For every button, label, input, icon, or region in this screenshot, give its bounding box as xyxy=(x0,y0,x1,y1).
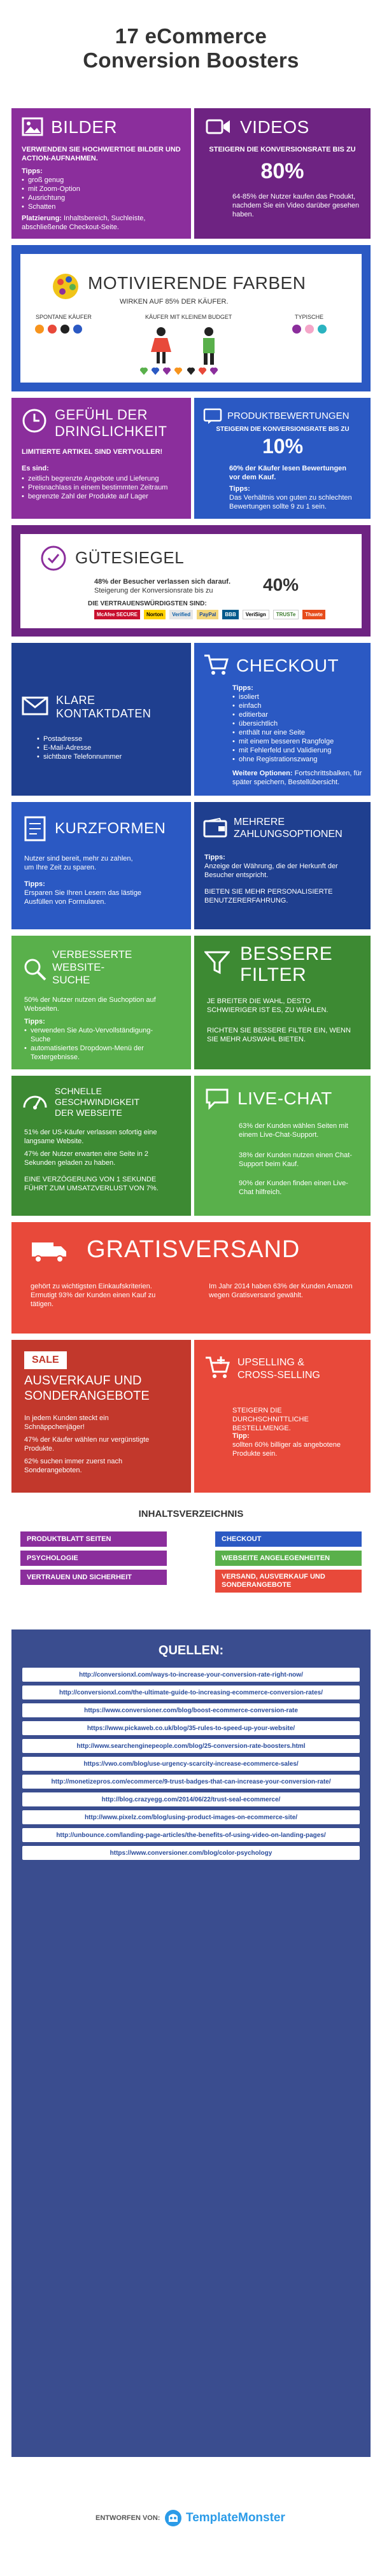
livechat-stat2: 38% der Kunden nutzen einen Chat-Support beim Kauf. xyxy=(239,1151,352,1168)
list-item: • mit Zoom-Option xyxy=(22,185,80,194)
videos-intro: STEIGERN DIE KONVERSIONSRATE BIS ZU xyxy=(209,146,356,153)
title-line-2: Conversion Boosters xyxy=(83,48,299,72)
list-item: • groß genug xyxy=(22,176,80,185)
bilder-placement xyxy=(22,214,184,232)
list-item: • einfach xyxy=(232,701,363,710)
cart-icon xyxy=(203,653,229,676)
list-item: • mit einem besseren Rangfolge xyxy=(232,737,363,746)
guetesiegel-stat2: Steigerung der Konversionsrate bis zu xyxy=(94,587,213,595)
versand-text-left: gehört zu wichtigsten Einkaufskriterien. Ermutigt 93% der Kunden einen Kauf zu tätigen. xyxy=(31,1283,156,1308)
search-icon xyxy=(23,957,47,982)
upselling-title xyxy=(237,1356,320,1382)
footer-label: ENTWORFEN VON: xyxy=(96,2514,160,2522)
guetesiegel-title: GÜTESIEGEL xyxy=(75,548,185,567)
filter-text2: RICHTEN SIE BESSERE FILTER EIN, WENN SIE MEHR AUSWAHL BIETEN. xyxy=(207,1027,351,1043)
seal-badge: TRUSTe xyxy=(273,610,299,619)
seal-badge: BBB xyxy=(222,610,238,619)
seal-icon xyxy=(39,544,67,572)
zahlung-extra: BIETEN SIE MEHR PERSONALISIERTE BENUTZERERFAHRUNG. xyxy=(204,888,333,904)
dringlichkeit-title-1: GEFÜHL DER xyxy=(55,407,148,423)
bewertungen-intro: STEIGERN DIE KONVERSIONSRATE BIS ZU xyxy=(216,426,350,433)
upselling-tips: sollten 60% billiger als angebotene Produkte sein. xyxy=(232,1441,341,1458)
bewertungen-title: PRODUKTBEWERTUNGEN xyxy=(227,411,350,421)
upselling-tips-label: Tipp: xyxy=(232,1432,250,1440)
source-link[interactable]: http://conversionxl.com/ways-to-increase-your-conversion-rate-right-now/ xyxy=(22,1668,360,1682)
section-farben xyxy=(11,245,371,391)
zahlung-title-1: MEHRERE xyxy=(234,817,285,827)
truck-icon xyxy=(31,1240,69,1263)
geschwindigkeit-stat3: EINE VERZÖGERUNG VON 1 SEKUNDE FÜHRT ZUM UMSATZVERLUST VON 7%. xyxy=(24,1176,159,1192)
filter-title-1: BESSERE xyxy=(240,943,333,964)
livechat-stat1: 63% der Kunden wählen Seiten mit einem Live-Chat-Support. xyxy=(239,1122,348,1139)
footer xyxy=(0,2495,382,2546)
geschwindigkeit-title xyxy=(55,1086,139,1118)
section-geschwindigkeit xyxy=(11,1076,191,1216)
footer-brand[interactable]: TemplateMonster xyxy=(186,2511,285,2524)
section-suche xyxy=(11,936,191,1069)
bilder-placement-label: Platzierung: xyxy=(22,215,62,222)
checkout-options-text: Fortschrittsbalken, für später speichern, Bestellübersicht. xyxy=(232,770,362,786)
section-upselling xyxy=(194,1340,371,1493)
kurzformen-intro: Nutzer sind bereit, mehr zu zahlen, um Ihre Zeit zu sparen. xyxy=(24,855,133,871)
review-icon xyxy=(203,408,222,425)
versand-text-right: Im Jahr 2014 haben 63% der Kunden Amazon wegen Gratisversand gewählt. xyxy=(209,1283,353,1299)
list-item: • isoliert xyxy=(232,693,363,701)
list-item: • mit Fehlerfeld und Validierung xyxy=(232,746,363,755)
source-link[interactable]: https://www.conversioner.com/blog/color-psychology xyxy=(22,1846,360,1860)
source-link[interactable]: http://www.pixelz.com/blog/using-product-images-on-ecommerce-site/ xyxy=(22,1810,360,1824)
section-versand xyxy=(11,1222,371,1334)
videos-title: VIDEOS xyxy=(240,117,309,137)
heart-icons-budget xyxy=(139,366,234,376)
bewertungen-percent: 10% xyxy=(262,435,304,458)
color-dots-spontaneous xyxy=(34,324,92,334)
chat-icon xyxy=(204,1087,230,1110)
suche-title-3: SUCHE xyxy=(52,974,90,986)
sale-title-1: AUSVERKAUF UND xyxy=(24,1374,142,1388)
section-sale xyxy=(11,1340,191,1493)
versand-title: GRATISVERSAND xyxy=(87,1236,301,1263)
source-link[interactable]: http://www.searchenginepeople.com/blog/25-conversion-rate-boosters.html xyxy=(22,1739,360,1753)
section-checkout xyxy=(194,643,371,796)
source-link[interactable]: https://vwo.com/blog/use-urgency-scarcity-increase-ecommerce-sales/ xyxy=(22,1757,360,1771)
zahlung-title-2: ZAHLUNGSOPTIONEN xyxy=(234,829,343,840)
toc-item-versand[interactable]: VERSAND, AUSVERKAUF UND SONDERANGEBOTE xyxy=(215,1570,362,1593)
guetesiegel-trust-title: DIE VERTRAUENSWÜRDIGSTEN SIND: xyxy=(88,600,207,607)
dringlichkeit-intro: LIMITIERTE ARTIKEL SIND VERTVOLLER! xyxy=(22,448,163,456)
source-link[interactable]: http://blog.crazyegg.com/2014/06/22/trust-seal-ecommerce/ xyxy=(22,1792,360,1806)
list-item: • zeitlich begrenzte Angebote und Lieferung xyxy=(22,474,181,483)
source-link[interactable]: http://conversionxl.com/the-ultimate-guide-to-increasing-ecommerce-conversion-rates/ xyxy=(22,1686,360,1700)
toc-item-checkout[interactable]: CHECKOUT xyxy=(215,1531,362,1547)
cart-plus-icon xyxy=(204,1355,231,1379)
toc-item-psychologie[interactable]: PSYCHOLOGIE xyxy=(20,1551,167,1566)
wallet-icon xyxy=(203,817,227,838)
geschwindigkeit-stat1: 51% der US-Käufer verlassen sofortig eine langsame Website. xyxy=(24,1129,157,1145)
list-item: • editierbar xyxy=(232,710,363,719)
sale-text2: 47% der Käufer wählen nur vergünstigte Produkte. xyxy=(24,1436,150,1453)
form-icon xyxy=(24,816,46,841)
image-icon xyxy=(22,117,43,136)
source-link[interactable]: https://www.conversioner.com/blog/boost-ecommerce-conversion-rate xyxy=(22,1703,360,1717)
farben-title: MOTIVIERENDE FARBEN xyxy=(88,273,306,293)
livechat-title: LIVE-CHAT xyxy=(237,1088,332,1108)
sale-text1: In jedem Kunden steckt ein Schnäppchenjäger! xyxy=(24,1414,109,1431)
suche-title xyxy=(52,948,132,987)
guetesiegel-percent: 40% xyxy=(263,575,299,595)
list-item: • Preisnachlass in einem bestimmten Zeitraum xyxy=(22,483,181,492)
filter-title xyxy=(240,943,332,985)
geschwindigkeit-title-2: GESCHWINDIGKEIT xyxy=(55,1097,140,1107)
toc-item-webseite[interactable]: WEBSEITE ANGELEGENHEITEN xyxy=(215,1551,362,1566)
list-item: • übersichtlich xyxy=(232,719,363,728)
title-line-1: 17 eCommerce xyxy=(115,24,267,48)
list-item: • Postadresse xyxy=(37,735,122,743)
upselling-title-1: UPSELLING & xyxy=(237,1357,304,1368)
sale-text3: 62% suchen immer zuerst nach Sonderangeboten. xyxy=(24,1458,123,1474)
list-item: • E-Mail-Adresse xyxy=(37,743,122,752)
checkout-options-label: Weitere Optionen: xyxy=(232,770,293,777)
geschwindigkeit-title-3: DER WEBSEITE xyxy=(55,1108,122,1118)
templatemonster-logo-icon xyxy=(164,2509,182,2527)
section-bewertungen xyxy=(194,398,371,519)
seal-badge: McAfee SECURE xyxy=(94,610,140,619)
section-filter xyxy=(194,936,371,1069)
color-dots-typical xyxy=(292,324,349,334)
dringlichkeit-list xyxy=(22,474,181,501)
sale-title-2: SONDERANGEBOTE xyxy=(24,1389,150,1403)
seal-badge: Verified xyxy=(169,610,193,619)
toc-title: INHALTSVERZEICHNIS xyxy=(138,1509,244,1519)
list-item: • verwenden Sie Auto-Vervollständigung-Suche xyxy=(24,1026,171,1044)
checkout-title: CHECKOUT xyxy=(236,656,339,675)
farben-group-2: KÄUFER MIT KLEINEM BUDGET xyxy=(145,314,232,320)
suche-title-1: VERBESSERTE xyxy=(52,948,132,961)
clock-icon xyxy=(22,408,47,433)
upselling-text1: STEIGERN DIE DURCHSCHNITTLICHE BESTELLMENGE. xyxy=(232,1407,309,1432)
zahlung-tips: Anzeige der Währung, die der Herkunft der Besucher entspricht. xyxy=(204,862,338,879)
farben-group-1: SPONTANE KÄUFER xyxy=(36,314,92,320)
bilder-tips-label: Tipps: xyxy=(22,167,43,175)
checkout-tips-list xyxy=(232,693,363,764)
filter-icon xyxy=(204,950,230,975)
geschwindigkeit-title-1: SCHNELLE xyxy=(55,1086,102,1096)
kontakt-list xyxy=(37,735,122,761)
farben-group-3: TYPISCHE xyxy=(295,314,324,320)
videos-percent: 80% xyxy=(260,159,304,183)
list-item: • begrenzte Zahl der Produkte auf Lager xyxy=(22,492,181,501)
checkout-options xyxy=(232,769,366,787)
header xyxy=(0,0,382,89)
list-item: • sichtbare Telefonnummer xyxy=(37,752,122,761)
filter-text1: JE BREITER DIE WAHL, DESTO SCHWIERIGER IST ES, ZU WÄHLEN. xyxy=(207,997,329,1014)
section-bilder xyxy=(11,108,191,239)
list-item: • Schatten xyxy=(22,202,80,211)
dringlichkeit-title xyxy=(55,407,167,440)
guetesiegel-stat1: 48% der Besucher verlassen sich darauf. xyxy=(94,578,230,586)
bilder-intro: VERWENDEN SIE HOCHWERTIGE BILDER UND ACTION-AUFNAHMEN. xyxy=(22,146,181,162)
kurzformen-tips: Ersparen Sie Ihren Lesern das lästige Ausfüllen von Formularen. xyxy=(24,889,142,906)
list-item: • Ausrichtung xyxy=(22,194,80,202)
kurzformen-tips-label: Tipps: xyxy=(24,880,45,888)
toc-item-produktblatt[interactable]: PRODUKTBLATT SEITEN xyxy=(20,1531,167,1547)
source-link[interactable]: http://unbounce.com/landing-page-articles/the-benefits-of-using-video-on-landing-pages/ xyxy=(22,1828,360,1842)
sale-title xyxy=(24,1373,150,1404)
checkout-tips-label: Tipps: xyxy=(232,684,253,692)
palette-icon xyxy=(51,272,80,301)
bewertungen-stat1: 60% der Käufer lesen Bewertungen vor dem Kauf. xyxy=(229,465,347,481)
geschwindigkeit-stat2: 47% der Nutzer erwarten eine Seite in 2 Sekunden geladen zu haben. xyxy=(24,1150,149,1167)
dringlichkeit-es-sind: Es sind: xyxy=(22,465,49,472)
sources-section xyxy=(0,1629,382,2457)
kontakt-title-1: KLARE xyxy=(56,694,96,707)
kontakt-title-2: KONTAKTDATEN xyxy=(56,707,152,720)
seal-badge: VeriSign xyxy=(243,610,269,619)
list-item: • automatisiertes Dropdown-Menü der Textergebnisse. xyxy=(24,1044,171,1062)
filter-title-2: FILTER xyxy=(240,964,307,985)
source-link[interactable]: http://monetizepros.com/ecommerce/9-trust-badges-that-can-increase-your-conversion-rate/ xyxy=(22,1775,360,1789)
sources-title: QUELLEN: xyxy=(158,1643,224,1658)
list-item: • ohne Registrationszwang xyxy=(232,755,363,764)
suche-tips-label: Tipps: xyxy=(24,1018,45,1025)
page-title xyxy=(0,24,382,73)
livechat-stat3: 90% der Kunden finden einen Live-Chat hilfreich. xyxy=(239,1179,348,1196)
seal-badge: Thawte xyxy=(302,610,325,619)
suche-stat1: 50% der Nutzer nutzen die Suchoption auf Webseiten. xyxy=(24,996,156,1013)
section-livechat xyxy=(194,1076,371,1216)
upselling-title-2: CROSS-SELLING xyxy=(237,1370,320,1381)
section-kontakt xyxy=(11,643,191,796)
source-link[interactable]: https://www.pickaweb.co.uk/blog/35-rules-to-speed-up-your-website/ xyxy=(22,1721,360,1735)
bewertungen-stat2: Das Verhältnis von guten zu schlechten Bewertungen sollte 9 zu 1 sein. xyxy=(229,494,352,510)
suche-tips-list xyxy=(24,1026,171,1062)
bewertungen-tips-label: Tipps: xyxy=(229,485,250,493)
kurzformen-title: KURZFORMEN xyxy=(55,820,166,837)
farben-subtitle: WIRKEN AUF 85% DER KÄUFER. xyxy=(120,298,229,306)
seal-badge: Norton xyxy=(144,610,166,619)
section-zahlung xyxy=(194,802,371,929)
envelope-icon xyxy=(22,696,48,715)
videos-stat: 64-85% der Nutzer kaufen das Produkt, nachdem Sie ein Video darüber gesehen haben. xyxy=(232,193,360,218)
bilder-placement-text: Inhaltsbereich, Suchleiste, abschließende Checkout-Seite. xyxy=(22,215,146,231)
kontakt-title xyxy=(56,694,151,721)
table-of-contents xyxy=(0,1509,382,1604)
video-camera-icon xyxy=(206,117,231,136)
bilder-tips-list xyxy=(22,176,80,211)
seal-badge: PayPal xyxy=(197,610,218,619)
suche-title-2: WEBSITE- xyxy=(52,961,105,973)
seal-badges xyxy=(94,610,325,619)
section-videos xyxy=(194,108,371,239)
section-guetesiegel xyxy=(11,525,371,637)
section-kurzformen xyxy=(11,802,191,929)
zahlung-title xyxy=(234,816,343,840)
bilder-title: BILDER xyxy=(51,117,118,137)
zahlung-tips-label: Tipps: xyxy=(204,854,225,861)
speedometer-icon xyxy=(22,1088,48,1110)
sale-tag: SALE xyxy=(24,1351,67,1369)
dringlichkeit-title-2: DRINGLICHKEIT xyxy=(55,423,167,439)
section-dringlichkeit xyxy=(11,398,191,519)
list-item: • enthält nur eine Seite xyxy=(232,728,363,737)
toc-item-vertrauen[interactable]: VERTRAUEN UND SICHERHEIT xyxy=(20,1570,167,1585)
